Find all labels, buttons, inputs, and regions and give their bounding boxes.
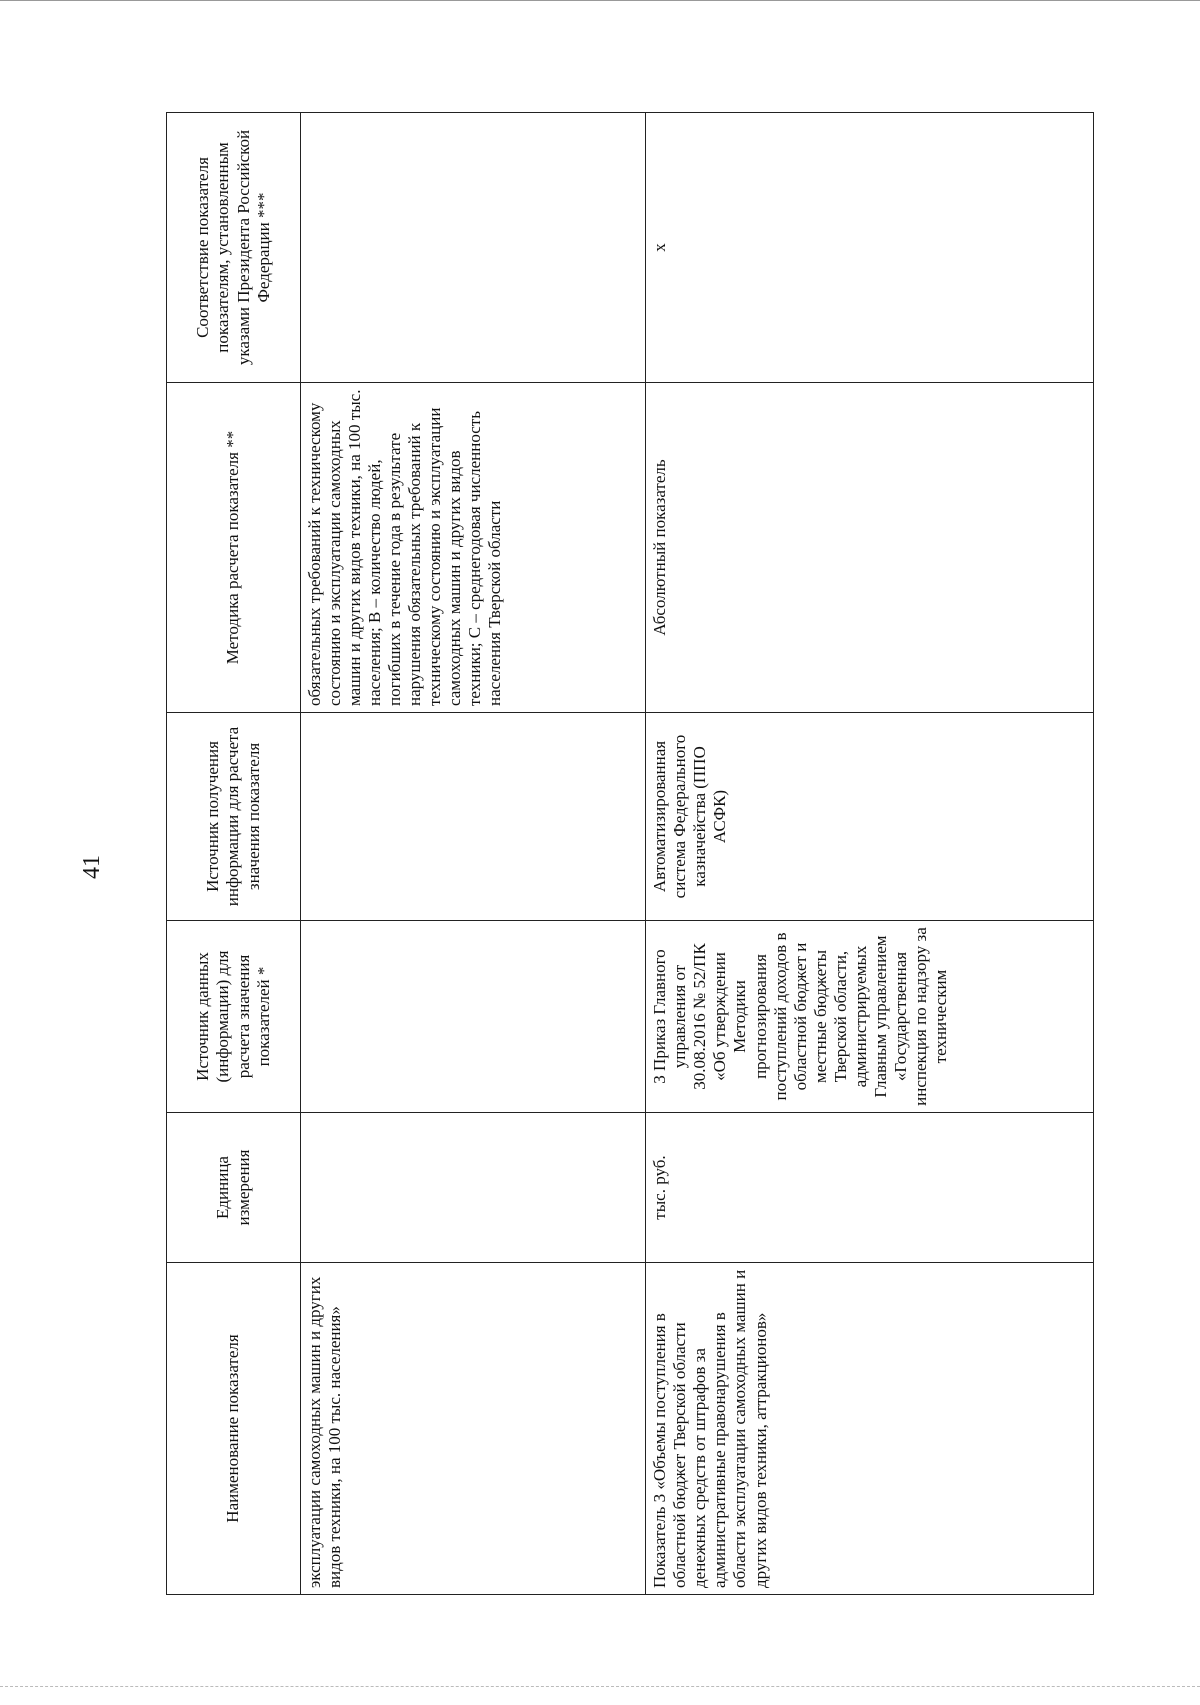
header-compliance: Соответствие показателя показателям, установленным указами Президента Российской Федерации ***: [167, 113, 301, 383]
page-number: 41: [79, 855, 105, 879]
table-header-row: [167, 113, 301, 1595]
indicators-table: [166, 112, 1094, 1595]
header-data-source: Источник данных (информации) для расчета значения показателей *: [167, 921, 301, 1113]
header-info-source: Источник получения информации для расчета значения показателя: [167, 713, 301, 921]
cell-method: обязательных требований к техническому состоянию и эксплуатации самоходных машин и других видов техники, на 100 тыс. населения; В – количество людей, погибших в течение года в результате нарушения обязательных требований к техническому состоянию и эксплуатации самоходных машин и других видов техники; С – среднегодовая численность населения Тверской области: [301, 383, 646, 713]
cell-compliance: [301, 113, 646, 383]
page-edge: [0, 0, 1200, 1]
cell-method: Абсолютный показатель: [646, 383, 1094, 713]
cell-name: эксплуатации самоходных машин и других видов техники, на 100 тыс. населения»: [301, 1263, 646, 1595]
page-edge-bottom: [0, 1686, 1200, 1687]
cell-name: Показатель 3 «Объемы поступления в областной бюджет Тверской области денежных средств от штрафов за административные правонарушения в области эксплуатации самоходных машин и других видов техники, аттракционов»: [646, 1263, 1094, 1595]
cell-compliance: х: [646, 113, 1094, 383]
cell-info-source: [301, 713, 646, 921]
header-unit: Единица измерения: [167, 1113, 301, 1263]
table-row: [646, 113, 1094, 1595]
header-name: Наименование показателя: [167, 1263, 301, 1595]
cell-unit: тыс. руб.: [646, 1113, 1094, 1263]
table-row: [301, 113, 646, 1595]
cell-data-source: [301, 921, 646, 1113]
indicators-table-wrapper: [166, 113, 1094, 1595]
header-method: Методика расчета показателя **: [167, 383, 301, 713]
cell-unit: [301, 1113, 646, 1263]
cell-data-source: 3 Приказ Главного управления от 30.08.2016 № 52/ПК «Об утверждении Методики прогнозирования поступлений доходов в областной бюджет и местные бюджеты Тверской области, администрируемых Главным управлением «Государственная инспекция по надзору за техническим: [646, 921, 1094, 1113]
cell-info-source: Автоматизированная система Федерального казначейства (ППО АСФК): [646, 713, 1094, 921]
